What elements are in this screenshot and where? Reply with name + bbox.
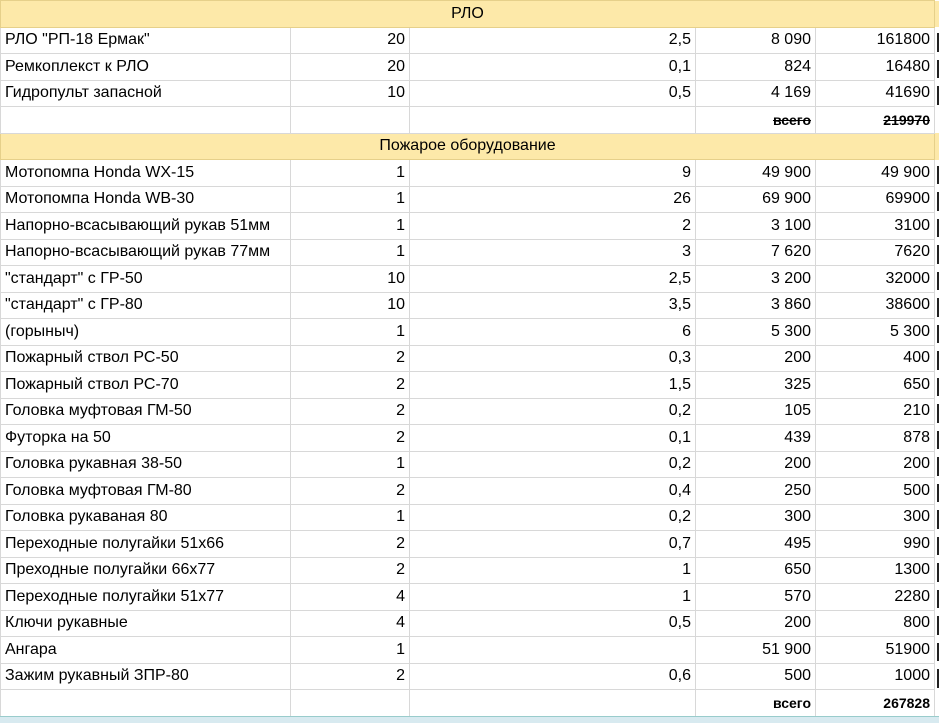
weight-cell[interactable]: 0,2	[410, 398, 696, 425]
weight-cell[interactable]: 1,5	[410, 372, 696, 399]
sum-cell[interactable]: 300	[816, 504, 935, 531]
weight-cell[interactable]: 0,2	[410, 504, 696, 531]
item-name-cell[interactable]: Зажим рукавный ЗПР-80	[1, 663, 291, 690]
table-row	[1, 186, 939, 213]
weight-cell[interactable]: 0,1	[410, 425, 696, 452]
column-edge	[935, 398, 939, 425]
empty-cell[interactable]	[410, 107, 696, 134]
table-row	[1, 451, 939, 478]
table-row	[1, 266, 939, 293]
price-cell[interactable]: 5 300	[696, 319, 816, 346]
weight-cell[interactable]: 0,2	[410, 451, 696, 478]
quantity-cell[interactable]: 4	[291, 584, 410, 611]
column-edge	[935, 27, 939, 54]
column-edge	[935, 584, 939, 611]
quantity-cell[interactable]: 1	[291, 186, 410, 213]
price-cell[interactable]: 500	[696, 663, 816, 690]
quantity-cell[interactable]: 1	[291, 637, 410, 664]
column-edge	[935, 1, 939, 28]
price-cell[interactable]: 325	[696, 372, 816, 399]
sum-cell[interactable]: 200	[816, 451, 935, 478]
column-edge	[935, 239, 939, 266]
table-row	[1, 398, 939, 425]
price-cell[interactable]: 200	[696, 451, 816, 478]
item-name-cell[interactable]: Ремкоплекст к РЛО	[1, 54, 291, 81]
column-edge	[935, 531, 939, 558]
table-row	[1, 610, 939, 637]
weight-cell[interactable]: 2,5	[410, 27, 696, 54]
item-name-cell[interactable]: Мотопомпа Honda WB-30	[1, 186, 291, 213]
item-name-cell[interactable]: Преходные полугайки 66х77	[1, 557, 291, 584]
sum-cell[interactable]: 500	[816, 478, 935, 505]
weight-cell[interactable]: 0,6	[410, 663, 696, 690]
quantity-cell[interactable]: 1	[291, 319, 410, 346]
price-cell[interactable]: 250	[696, 478, 816, 505]
sum-cell[interactable]: 650	[816, 372, 935, 399]
column-edge	[935, 478, 939, 505]
column-edge	[935, 425, 939, 452]
quantity-cell[interactable]: 1	[291, 504, 410, 531]
quantity-cell[interactable]: 2	[291, 663, 410, 690]
quantity-cell[interactable]: 2	[291, 557, 410, 584]
item-name-cell[interactable]: Футорка на 50	[1, 425, 291, 452]
column-edge	[935, 213, 939, 240]
column-edge	[935, 80, 939, 107]
table-row	[1, 425, 939, 452]
sum-cell[interactable]: 38600	[816, 292, 935, 319]
weight-cell[interactable]: 1	[410, 584, 696, 611]
empty-cell[interactable]	[1, 690, 291, 717]
item-name-cell[interactable]: Мотопомпа Honda WX-15	[1, 160, 291, 187]
price-cell[interactable]: 200	[696, 610, 816, 637]
sum-cell[interactable]: 69900	[816, 186, 935, 213]
price-cell[interactable]: 570	[696, 584, 816, 611]
total-row	[1, 107, 939, 134]
column-edge	[935, 372, 939, 399]
price-cell[interactable]: 69 900	[696, 186, 816, 213]
table-row	[1, 557, 939, 584]
section-header-row	[1, 133, 939, 160]
sum-cell[interactable]: 990	[816, 531, 935, 558]
item-name-cell[interactable]: Головка рукавная 38-50	[1, 451, 291, 478]
table-row	[1, 27, 939, 54]
sum-cell[interactable]: 161800	[816, 27, 935, 54]
column-edge	[935, 557, 939, 584]
sum-cell[interactable]: 2280	[816, 584, 935, 611]
table-row	[1, 478, 939, 505]
sum-cell[interactable]: 7620	[816, 239, 935, 266]
item-name-cell[interactable]: Головка муфтовая ГМ-80	[1, 478, 291, 505]
empty-cell[interactable]	[1, 107, 291, 134]
table-row	[1, 345, 939, 372]
column-edge	[935, 160, 939, 187]
weight-cell[interactable]: 6	[410, 319, 696, 346]
column-edge	[935, 133, 939, 160]
column-edge	[935, 451, 939, 478]
quantity-cell[interactable]: 10	[291, 292, 410, 319]
sheet-body	[1, 1, 939, 717]
table-row	[1, 504, 939, 531]
sum-cell[interactable]: 400	[816, 345, 935, 372]
weight-cell[interactable]: 2,5	[410, 266, 696, 293]
weight-cell[interactable]: 0,5	[410, 610, 696, 637]
table-row	[1, 213, 939, 240]
quantity-cell[interactable]: 1	[291, 160, 410, 187]
column-edge	[935, 107, 939, 134]
table-row	[1, 80, 939, 107]
table-row	[1, 54, 939, 81]
price-cell[interactable]: 3 100	[696, 213, 816, 240]
sum-cell[interactable]: 1000	[816, 663, 935, 690]
empty-cell[interactable]	[410, 690, 696, 717]
total-label-cell[interactable]: всего	[696, 107, 816, 134]
item-name-cell[interactable]: Пожарный ствол РС-70	[1, 372, 291, 399]
sum-cell[interactable]: 49 900	[816, 160, 935, 187]
column-edge	[935, 54, 939, 81]
quantity-cell[interactable]: 1	[291, 239, 410, 266]
item-name-cell[interactable]: (горыныч)	[1, 319, 291, 346]
weight-cell[interactable]: 3,5	[410, 292, 696, 319]
item-name-cell[interactable]: Пожарный ствол РС-50	[1, 345, 291, 372]
table-row	[1, 637, 939, 664]
item-name-cell[interactable]: Напорно-всасывающий рукав 51мм	[1, 213, 291, 240]
sum-cell[interactable]: 41690	[816, 80, 935, 107]
table-row	[1, 584, 939, 611]
table-row	[1, 531, 939, 558]
item-name-cell[interactable]: Головка муфтовая ГМ-50	[1, 398, 291, 425]
item-name-cell[interactable]: РЛО "РП-18 Ермак"	[1, 27, 291, 54]
quantity-cell[interactable]: 2	[291, 372, 410, 399]
quantity-cell[interactable]: 1	[291, 451, 410, 478]
quantity-cell[interactable]: 4	[291, 610, 410, 637]
quantity-cell[interactable]: 20	[291, 27, 410, 54]
price-cell[interactable]: 200	[696, 345, 816, 372]
column-edge	[935, 266, 939, 293]
price-cell[interactable]: 439	[696, 425, 816, 452]
sum-cell[interactable]: 51900	[816, 637, 935, 664]
section-header-row	[1, 1, 939, 28]
sum-cell[interactable]: 3100	[816, 213, 935, 240]
sum-cell[interactable]: 878	[816, 425, 935, 452]
item-name-cell[interactable]: Ключи рукавные	[1, 610, 291, 637]
total-label-cell[interactable]: всего	[696, 690, 816, 717]
weight-cell[interactable]	[410, 637, 696, 664]
item-name-cell[interactable]: Напорно-всасывающий рукав 77мм	[1, 239, 291, 266]
item-name-cell[interactable]: Переходные полугайки 51х77	[1, 584, 291, 611]
quantity-cell[interactable]: 2	[291, 478, 410, 505]
section-title[interactable]: РЛО	[1, 1, 935, 28]
quantity-cell[interactable]: 2	[291, 531, 410, 558]
sum-cell[interactable]: 16480	[816, 54, 935, 81]
quantity-cell[interactable]: 10	[291, 266, 410, 293]
price-cell[interactable]: 51 900	[696, 637, 816, 664]
weight-cell[interactable]: 26	[410, 186, 696, 213]
item-name-cell[interactable]: Переходные полугайки 51х66	[1, 531, 291, 558]
empty-cell[interactable]	[291, 107, 410, 134]
empty-cell[interactable]	[291, 690, 410, 717]
total-value-cell[interactable]: 219970	[816, 107, 935, 134]
weight-cell[interactable]: 9	[410, 160, 696, 187]
quantity-cell[interactable]: 10	[291, 80, 410, 107]
weight-cell[interactable]: 2	[410, 213, 696, 240]
weight-cell[interactable]: 1	[410, 557, 696, 584]
price-cell[interactable]: 650	[696, 557, 816, 584]
column-edge	[935, 690, 939, 717]
quantity-cell[interactable]: 2	[291, 398, 410, 425]
weight-cell[interactable]: 0,5	[410, 80, 696, 107]
weight-cell[interactable]: 3	[410, 239, 696, 266]
sum-cell[interactable]: 210	[816, 398, 935, 425]
quantity-cell[interactable]: 2	[291, 345, 410, 372]
sum-cell[interactable]: 32000	[816, 266, 935, 293]
price-cell[interactable]: 3 200	[696, 266, 816, 293]
column-edge	[935, 345, 939, 372]
column-edge	[935, 637, 939, 664]
item-name-cell[interactable]: Гидропульт запасной	[1, 80, 291, 107]
sum-cell[interactable]: 1300	[816, 557, 935, 584]
price-cell[interactable]: 105	[696, 398, 816, 425]
weight-cell[interactable]: 0,4	[410, 478, 696, 505]
weight-cell[interactable]: 0,7	[410, 531, 696, 558]
item-name-cell[interactable]: "стандарт" с ГР-80	[1, 292, 291, 319]
column-edge	[935, 504, 939, 531]
section-title[interactable]: Пожарое оборудование	[1, 133, 935, 160]
item-name-cell[interactable]: "стандарт" с ГР-50	[1, 266, 291, 293]
table-row	[1, 160, 939, 187]
weight-cell[interactable]: 0,1	[410, 54, 696, 81]
table-row	[1, 663, 939, 690]
price-cell[interactable]: 7 620	[696, 239, 816, 266]
weight-cell[interactable]: 0,3	[410, 345, 696, 372]
quantity-cell[interactable]: 2	[291, 425, 410, 452]
price-cell[interactable]: 8 090	[696, 27, 816, 54]
table-row	[1, 239, 939, 266]
column-edge	[935, 186, 939, 213]
quantity-cell[interactable]: 1	[291, 213, 410, 240]
quantity-cell[interactable]: 20	[291, 54, 410, 81]
total-value-cell[interactable]: 267828	[816, 690, 935, 717]
table-row	[1, 372, 939, 399]
table-row	[1, 292, 939, 319]
price-cell[interactable]: 824	[696, 54, 816, 81]
price-cell[interactable]: 300	[696, 504, 816, 531]
item-name-cell[interactable]: Головка рукаваная 80	[1, 504, 291, 531]
sum-cell[interactable]: 5 300	[816, 319, 935, 346]
column-edge	[935, 663, 939, 690]
price-cell[interactable]: 49 900	[696, 160, 816, 187]
price-cell[interactable]: 4 169	[696, 80, 816, 107]
column-edge	[935, 319, 939, 346]
column-edge	[935, 610, 939, 637]
sum-cell[interactable]: 800	[816, 610, 935, 637]
item-name-cell[interactable]: Ангара	[1, 637, 291, 664]
table-row	[1, 319, 939, 346]
column-edge	[935, 292, 939, 319]
total-row	[1, 690, 939, 717]
price-cell[interactable]: 3 860	[696, 292, 816, 319]
price-cell[interactable]: 495	[696, 531, 816, 558]
